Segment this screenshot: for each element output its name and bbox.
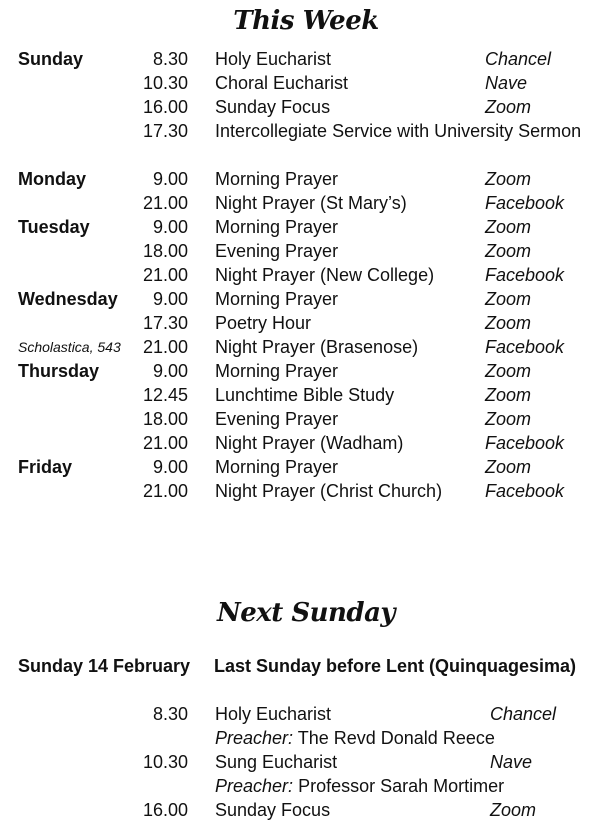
- preacher-label: Preacher:: [215, 776, 294, 796]
- schedule-row: [0, 702, 612, 726]
- service-time: 21.00: [142, 337, 188, 357]
- service-time: 9.00: [152, 457, 188, 477]
- service-location: Zoom: [485, 313, 532, 333]
- schedule-row: [0, 455, 612, 479]
- preacher-name: The Revd Donald Reece: [297, 728, 495, 748]
- service-location: Zoom: [485, 361, 532, 381]
- schedule-row: [0, 263, 612, 287]
- service-name: Morning Prayer: [215, 361, 339, 381]
- service-location: Zoom: [485, 409, 532, 429]
- service-name: Sunday Focus: [215, 800, 331, 820]
- service-location: Zoom: [485, 457, 532, 477]
- service-location: Nave: [490, 752, 533, 772]
- service-location: Zoom: [485, 289, 532, 309]
- service-name: Lunchtime Bible Study: [215, 385, 395, 405]
- service-time: 18.00: [142, 241, 188, 261]
- preacher-line: [215, 774, 504, 798]
- service-location: Facebook: [485, 265, 565, 285]
- service-time: 12.45: [142, 385, 188, 405]
- service-time: 10.30: [142, 73, 188, 93]
- schedule-row: [0, 215, 612, 239]
- service-name: Night Prayer (Christ Church): [215, 481, 443, 501]
- preacher-line: [215, 726, 495, 750]
- day-label: Monday: [18, 169, 87, 189]
- next-sunday-occasion: Last Sunday before Lent (Quinquagesima): [214, 656, 577, 676]
- service-name: Holy Eucharist: [215, 704, 332, 724]
- service-location: Zoom: [485, 385, 532, 405]
- service-name: Morning Prayer: [215, 289, 339, 309]
- schedule-row: [0, 119, 612, 143]
- schedule-row: [0, 750, 612, 774]
- service-time: 8.30: [152, 704, 188, 724]
- schedule-row: [0, 239, 612, 263]
- service-name: Night Prayer (New College): [215, 265, 435, 285]
- service-time: 21.00: [142, 193, 188, 213]
- service-time: 9.00: [152, 361, 188, 381]
- day-label: Wednesday: [18, 289, 118, 309]
- next-sunday-title: Next Sunday: [216, 598, 396, 628]
- service-name: Night Prayer (Brasenose): [215, 337, 419, 357]
- service-time: 21.00: [142, 433, 188, 453]
- service-time: 21.00: [142, 265, 188, 285]
- day-label: Thursday: [18, 361, 100, 381]
- service-name: Intercollegiate Service with University Sermon: [215, 121, 582, 141]
- service-name: Sunday Focus: [215, 97, 331, 117]
- schedule-row: [0, 47, 612, 71]
- schedule-row: [0, 335, 612, 359]
- schedule-row: [0, 167, 612, 191]
- service-time: 17.30: [142, 121, 188, 141]
- feast-note: Scholastica, 543: [18, 339, 121, 355]
- service-location: Zoom: [485, 97, 532, 117]
- schedule-row: [0, 191, 612, 215]
- service-name: Morning Prayer: [215, 217, 339, 237]
- schedule-row: [0, 71, 612, 95]
- schedule-row: [0, 383, 612, 407]
- service-name: Sung Eucharist: [215, 752, 338, 772]
- service-time: 18.00: [142, 409, 188, 429]
- service-location: Facebook: [485, 481, 565, 501]
- preacher-name: Professor Sarah Mortimer: [298, 776, 505, 796]
- service-time: 8.30: [152, 49, 188, 69]
- schedule-row: [0, 95, 612, 119]
- schedule-row: [0, 359, 612, 383]
- service-name: Holy Eucharist: [215, 49, 332, 69]
- service-location: Facebook: [485, 337, 565, 357]
- service-name: Evening Prayer: [215, 241, 339, 261]
- day-label: Tuesday: [18, 217, 90, 237]
- schedule-row: [0, 431, 612, 455]
- service-name: Night Prayer (Wadham): [215, 433, 404, 453]
- service-location: Chancel: [490, 704, 557, 724]
- preacher-row: [0, 726, 612, 750]
- preacher-row: [0, 774, 612, 798]
- day-label: Friday: [18, 457, 73, 477]
- next-sunday-date: Sunday 14 February: [18, 656, 191, 676]
- service-location: Zoom: [485, 217, 532, 237]
- schedule-row: [0, 311, 612, 335]
- preacher-label: Preacher:: [215, 728, 294, 748]
- service-location: Nave: [485, 73, 528, 93]
- service-name: Choral Eucharist: [215, 73, 349, 93]
- service-name: Night Prayer (St Mary’s): [215, 193, 407, 213]
- service-name: Poetry Hour: [215, 313, 312, 333]
- service-time: 9.00: [152, 289, 188, 309]
- service-name: Morning Prayer: [215, 457, 339, 477]
- service-location: Zoom: [485, 241, 532, 261]
- service-location: Zoom: [485, 169, 532, 189]
- schedule-row: [0, 798, 612, 822]
- next-sunday-header: [0, 654, 612, 678]
- service-time: 16.00: [142, 97, 188, 117]
- service-time: 9.00: [152, 217, 188, 237]
- service-name: Evening Prayer: [215, 409, 339, 429]
- service-name: Morning Prayer: [215, 169, 339, 189]
- schedule-row: [0, 479, 612, 503]
- this-week-title: This Week: [233, 6, 379, 36]
- service-time: 9.00: [152, 169, 188, 189]
- schedule-row: [0, 287, 612, 311]
- service-location: Facebook: [485, 193, 565, 213]
- service-location: Facebook: [485, 433, 565, 453]
- service-time: 17.30: [142, 313, 188, 333]
- schedule-row: [0, 407, 612, 431]
- service-location: Chancel: [485, 49, 552, 69]
- service-time: 10.30: [142, 752, 188, 772]
- service-time: 16.00: [142, 800, 188, 820]
- service-time: 21.00: [142, 481, 188, 501]
- service-location: Zoom: [490, 800, 537, 820]
- day-label: Sunday: [18, 49, 84, 69]
